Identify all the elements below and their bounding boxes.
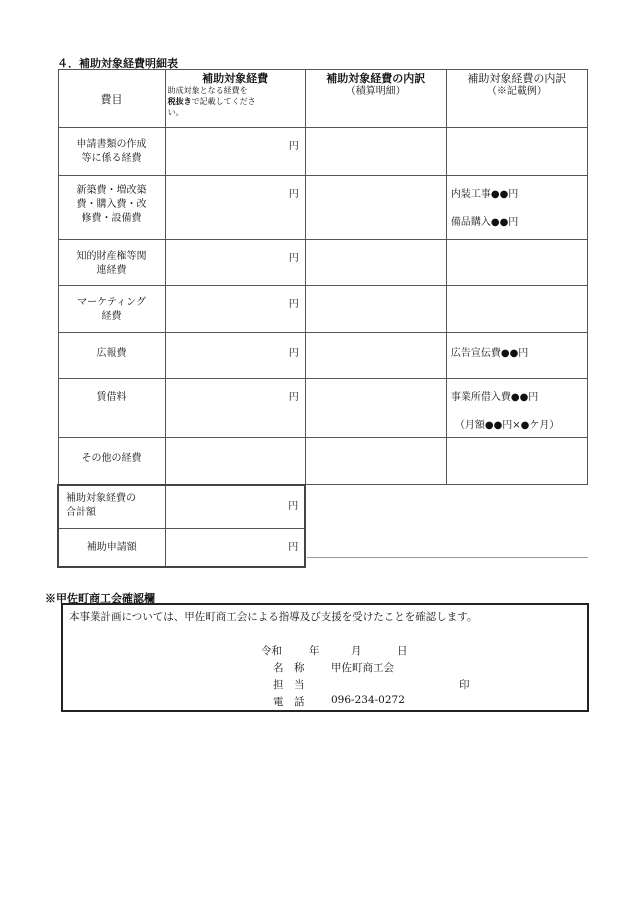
total-label-line: 合計額 bbox=[66, 506, 96, 518]
apply-row bbox=[58, 529, 588, 567]
example-cell bbox=[446, 128, 587, 176]
table-row bbox=[58, 176, 588, 240]
row-label: 等に係る経費 bbox=[81, 153, 142, 164]
note-line-3: い。 bbox=[167, 108, 184, 117]
table-row bbox=[58, 240, 588, 286]
example-line: 内装工事●●円 bbox=[450, 189, 519, 200]
row-label: 修費・設備費 bbox=[81, 213, 142, 224]
example-cell bbox=[446, 240, 587, 286]
row-label: 新築費・増改築 bbox=[76, 185, 147, 196]
breakdown-input[interactable] bbox=[305, 379, 446, 438]
header-eligible-title: 補助対象経費 bbox=[202, 72, 269, 85]
date-year[interactable]: 年 bbox=[309, 645, 320, 657]
yen-unit: 円 bbox=[288, 141, 299, 152]
example-cell bbox=[446, 438, 587, 485]
total-label bbox=[58, 485, 165, 529]
seal-mark[interactable]: 印 bbox=[459, 679, 470, 691]
apply-label-text: 補助申請額 bbox=[86, 542, 137, 553]
apply-amount[interactable] bbox=[165, 529, 305, 567]
example-cell bbox=[446, 286, 587, 333]
total-row bbox=[58, 485, 588, 529]
phone-value: 096-234-0272 bbox=[331, 694, 405, 706]
row-category bbox=[58, 176, 165, 240]
total-label-line: 補助対象経費の bbox=[66, 492, 136, 504]
note-line-2 bbox=[168, 96, 303, 107]
header-example-title: 補助対象経費の内訳 bbox=[467, 72, 567, 85]
header-breakdown bbox=[305, 70, 446, 128]
row-label: 賃借料 bbox=[96, 392, 127, 403]
row-category bbox=[58, 286, 165, 333]
table-row bbox=[58, 333, 588, 379]
example-line: 事業所借入費●●円 bbox=[450, 392, 539, 403]
expense-table bbox=[57, 69, 588, 568]
header-eligible-note bbox=[166, 85, 305, 118]
row-category bbox=[58, 240, 165, 286]
yen-unit: 円 bbox=[288, 189, 299, 200]
table-row bbox=[58, 379, 588, 438]
breakdown-input[interactable] bbox=[305, 176, 446, 240]
example-cell bbox=[446, 333, 587, 379]
blank-area bbox=[305, 529, 587, 567]
note-line-1: 助成対象となる経費を bbox=[167, 86, 248, 95]
breakdown-input[interactable] bbox=[305, 333, 446, 379]
row-label: 費・購入費・改 bbox=[76, 199, 147, 210]
note-bold: 税抜き bbox=[167, 96, 192, 106]
row-label: 申請書類の作成 bbox=[76, 139, 147, 150]
row-label: その他の経費 bbox=[81, 453, 142, 464]
confirm-box bbox=[61, 603, 589, 712]
confirm-title: ※甲佐町商工会確認欄 bbox=[45, 592, 155, 605]
apply-label bbox=[58, 529, 165, 567]
date-era: 令和 bbox=[261, 645, 282, 657]
amount-input[interactable] bbox=[165, 286, 305, 333]
row-label: マーケティング bbox=[77, 297, 146, 308]
example-line: 広告宣伝費●●円 bbox=[450, 348, 529, 359]
row-label: 広報費 bbox=[96, 348, 127, 359]
confirm-statement: 本事業計画については、甲佐町商工会による指導及び支援を受けたことを確認します。 bbox=[69, 611, 478, 623]
example-cell bbox=[446, 176, 587, 240]
header-example bbox=[446, 70, 587, 128]
blank-area bbox=[305, 485, 587, 529]
yen-unit: 円 bbox=[288, 348, 299, 359]
table-row bbox=[58, 438, 588, 485]
yen-unit: 円 bbox=[288, 253, 299, 264]
amount-input[interactable] bbox=[165, 128, 305, 176]
staff-label: 担 当 bbox=[273, 679, 305, 691]
breakdown-input[interactable] bbox=[305, 286, 446, 333]
row-category bbox=[58, 333, 165, 379]
section-title: ４．補助対象経費明細表 bbox=[57, 57, 178, 70]
total-amount[interactable] bbox=[165, 485, 305, 529]
row-category bbox=[58, 438, 165, 485]
name-value: 甲佐町商工会 bbox=[331, 662, 394, 674]
example-line: 備品購入●●円 bbox=[450, 217, 519, 228]
table-row bbox=[58, 128, 588, 176]
amount-input[interactable] bbox=[165, 333, 305, 379]
header-category-label: 費目 bbox=[100, 92, 123, 106]
date-day[interactable]: 日 bbox=[397, 645, 408, 657]
yen-unit: 円 bbox=[288, 500, 299, 512]
amount-input[interactable] bbox=[165, 176, 305, 240]
row-category bbox=[58, 128, 165, 176]
row-label: 連経費 bbox=[96, 265, 127, 276]
divider-line bbox=[307, 557, 588, 558]
row-label: 知的財産権等関 bbox=[76, 251, 147, 262]
row-label: 経費 bbox=[101, 311, 122, 322]
yen-unit: 円 bbox=[288, 542, 299, 553]
yen-unit: 円 bbox=[288, 392, 299, 403]
header-breakdown-sub: （積算明細） bbox=[345, 86, 406, 97]
breakdown-input[interactable] bbox=[305, 128, 446, 176]
row-category bbox=[58, 379, 165, 438]
note-rest: で記載してくださ bbox=[191, 97, 256, 106]
header-example-sub: （※記載例） bbox=[486, 86, 547, 97]
breakdown-input[interactable] bbox=[305, 438, 446, 485]
phone-label: 電 話 bbox=[273, 696, 305, 708]
header-row bbox=[58, 70, 588, 128]
header-category bbox=[58, 70, 165, 128]
date-month[interactable]: 月 bbox=[351, 645, 362, 657]
amount-input[interactable] bbox=[165, 379, 305, 438]
amount-input[interactable] bbox=[165, 438, 305, 485]
example-cell bbox=[446, 379, 587, 438]
breakdown-input[interactable] bbox=[305, 240, 446, 286]
amount-input[interactable] bbox=[165, 240, 305, 286]
yen-unit: 円 bbox=[288, 299, 299, 310]
table-row bbox=[58, 286, 588, 333]
header-breakdown-title: 補助対象経費の内訳 bbox=[326, 72, 426, 85]
example-line: （月額●●円×●ケ月） bbox=[454, 420, 560, 431]
name-label: 名 称 bbox=[273, 662, 305, 674]
header-eligible-expense bbox=[165, 70, 305, 128]
